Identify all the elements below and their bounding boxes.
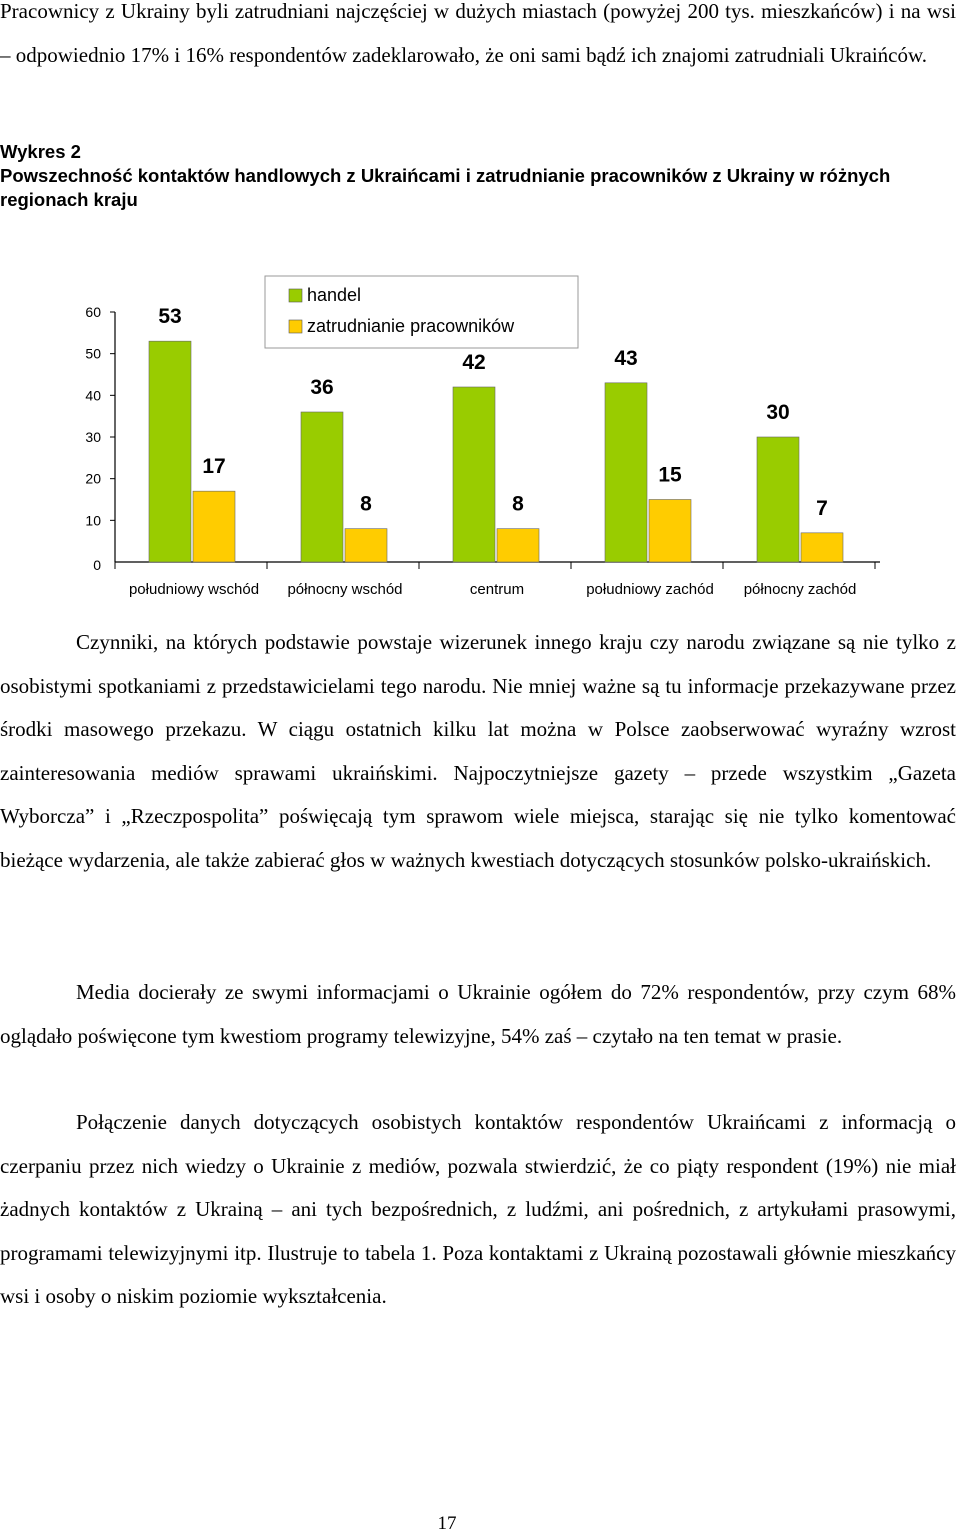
legend-swatch (289, 289, 302, 302)
data-label: 36 (310, 376, 334, 399)
legend-swatch (289, 320, 302, 333)
bar-handel-0 (149, 341, 191, 562)
bar-zatrudnianie-2 (497, 529, 539, 562)
y-tick-label: 20 (85, 470, 101, 487)
bar-chart (0, 260, 960, 610)
legend-label: handel (307, 285, 362, 305)
y-tick-label: 0 (93, 557, 101, 573)
bar-handel-3 (605, 383, 647, 562)
x-tick-label: południowy zachód (586, 581, 714, 598)
bar-zatrudnianie-0 (193, 491, 235, 562)
paragraph-media-reach: Media docierały ze swymi informacjami o Ukrainie ogółem do 72% respondentów, przy czym 68% oglądało poświęcone tym kwestiom programy telewizyjne, 54% zaś – czytało na ten temat w prasie. (0, 980, 956, 1048)
bar-zatrudnianie-3 (649, 500, 691, 563)
data-label: 30 (766, 401, 790, 424)
y-tick-label: 50 (85, 345, 101, 362)
data-label: 43 (614, 346, 638, 370)
data-label: 8 (512, 492, 524, 516)
paragraph-media-factors: Czynniki, na których podstawie powstaje wizerunek innego kraju czy narodu związane są nie tylko z osobistymi spotkaniami z przedstawicielami tego narodu. Nie mniej ważne są tu informacje przekazywane przez środki masowego przekazu. W ciągu ostatnich kilku lat można w Polsce zaobserwować wyraźny wzrost zainteresowania mediów sprawami ukraińskimi. Najpoczytniejsze gazety – przede wszystkim „Gazeta Wyborcza” i „Rzeczpospolita” poświęcają tym sprawom wiele miejsca, starając się nie tylko komentować bieżące wydarzenia, ale także zabierać głos w ważnych kwestiach dotyczących stosunków polsko-ukraińskich. (0, 630, 956, 872)
figure-label: Wykres 2 (0, 141, 81, 162)
intro-paragraph: Pracownicy z Ukrainy byli zatrudniani najczęściej w dużych miastach (powyżej 200 tys. mieszkańców) i na wsi – odpowiednio 17% i 16% respondentów zadeklarowało, że oni sami bądź ich znajomi zatrudniali Ukraińców. (0, 0, 956, 67)
figure-title: Powszechność kontaktów handlowych z Ukraińcami i zatrudnianie pracowników z Ukrainy w różnych regionach kraju (0, 165, 891, 210)
bar-handel-4 (757, 437, 799, 562)
x-tick-label: północny zachód (743, 581, 857, 598)
x-tick-label: południowy wschód (128, 581, 260, 598)
y-tick-label: 60 (85, 304, 101, 320)
bar-zatrudnianie-1 (345, 529, 387, 562)
y-tick-label: 30 (85, 429, 101, 445)
data-label: 17 (202, 455, 226, 479)
legend-label: zatrudnianie pracowników (307, 316, 515, 336)
bar-zatrudnianie-4 (801, 533, 843, 562)
x-tick-label: północny wschód (287, 581, 403, 598)
paragraph-no-contacts: Połączenie danych dotyczących osobistych kontaktów respondentów Ukraińcami z informacją o czerpaniu przez nich wiedzy o Ukrainie z mediów, pozwala stwierdzić, że co piąty respondent (19%) nie miał żadnych kontaktów z Ukrainą – ani tych bezpośrednich, z ludźmi, ani pośrednich, z artykułami prasowymi, programami telewizyjnymi itp. Ilustruje to tabela 1. Poza kontaktami z Ukrainą pozostawali głównie mieszkańcy wsi i osoby o niskim poziomie wykształcenia. (0, 1110, 956, 1309)
data-label: 42 (462, 351, 486, 374)
bar-handel-1 (301, 412, 343, 562)
figure-caption (0, 140, 950, 212)
data-label: 15 (658, 463, 682, 487)
page-number: 17 (437, 1513, 457, 1534)
y-tick-label: 40 (85, 387, 101, 404)
data-label: 8 (360, 492, 372, 516)
data-label: 7 (816, 496, 828, 520)
y-tick-label: 10 (85, 512, 101, 529)
bar-handel-2 (453, 387, 495, 562)
x-tick-label: centrum (469, 581, 525, 598)
data-label: 53 (158, 305, 182, 329)
